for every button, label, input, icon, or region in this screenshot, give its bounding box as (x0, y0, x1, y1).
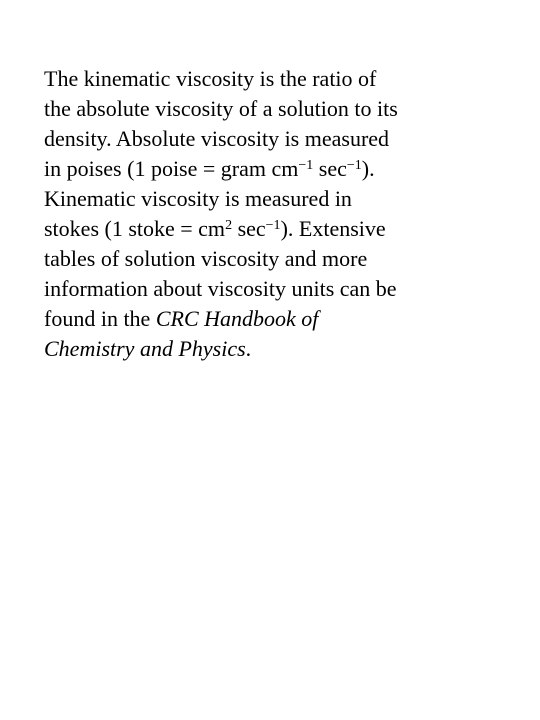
text-line-1: The kinematic viscosity is the ratio of (44, 66, 377, 91)
superscript: −1 (265, 218, 281, 233)
text-line-9 (44, 304, 504, 334)
book-title-italic: Chemistry and Physics (44, 336, 246, 361)
superscript: −1 (298, 158, 314, 173)
text-segment: found in the (44, 306, 156, 331)
text-segment: stokes (1 stoke = cm (44, 216, 226, 241)
text-line-6 (44, 214, 504, 244)
text-segment: ). Extensive (280, 216, 386, 241)
text-line-10 (44, 334, 504, 364)
text-line-5: Kinematic viscosity is measured in (44, 186, 352, 211)
text-line-8: information about viscosity units can be (44, 276, 397, 301)
text-segment: . (245, 336, 252, 361)
book-title-italic: CRC Handbook of (155, 306, 319, 331)
text-line-7: tables of solution viscosity and more (44, 246, 368, 271)
text-segment: ). (361, 156, 375, 181)
text-line-3: density. Absolute viscosity is measured (44, 126, 390, 151)
superscript: 2 (225, 218, 233, 233)
text-line-4 (44, 154, 504, 184)
text-segment: sec (232, 216, 266, 241)
text-segment: in poises (1 poise = gram cm (44, 156, 299, 181)
text-line-2: the absolute viscosity of a solution to its (44, 96, 398, 121)
text-segment: sec (313, 156, 347, 181)
body-paragraph (44, 64, 504, 364)
superscript: −1 (346, 158, 362, 173)
